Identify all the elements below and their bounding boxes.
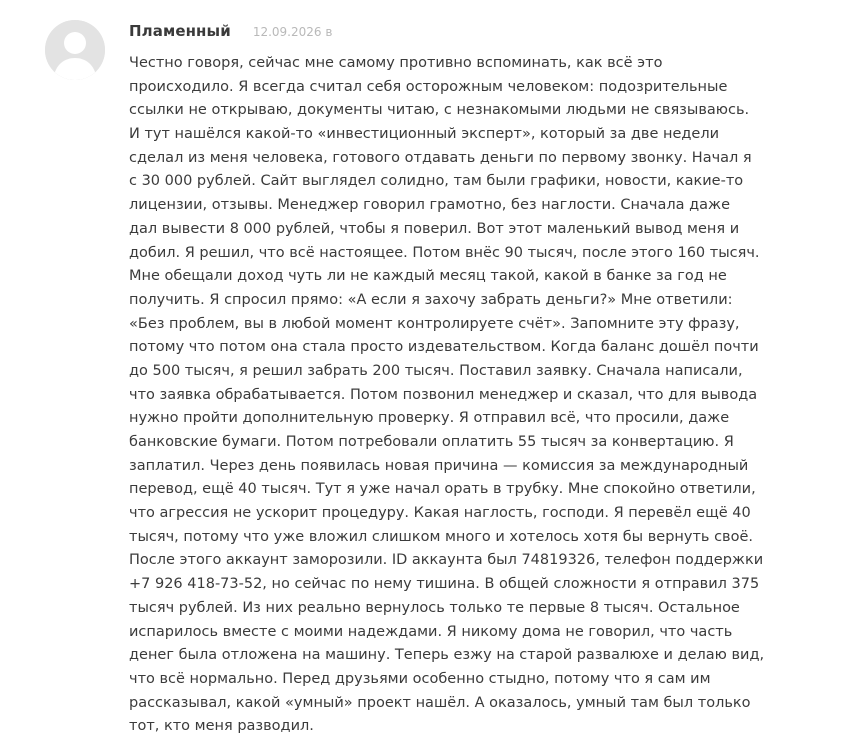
comment-text-line: добил. Я решил, что всё настоящее. Потом внёс 90 тысяч, после этого 160 тысяч. [129,244,760,261]
comment-text-line: что агрессия не ускорит процедуру. Какая наглость, господи. Я перевёл ещё 40 [129,505,751,522]
comment-text-line: что заявка обрабатывается. Потом позвонил менеджер и сказал, что для вывода [129,386,758,403]
comment-text-line: рассказывал, какой «умный» проект нашёл. А оказалось, умный там был только [129,694,751,711]
comment-date[interactable]: 12.09.2026 в [252,25,333,39]
comment-text-line: перевод, ещё 40 тысяч. Тут я уже начал орать в трубку. Мне спокойно ответили, [129,481,756,498]
comment-text-line: Честно говоря, сейчас мне самому противно вспоминать, как всё это [129,55,663,71]
comment-text-line: И тут нашёлся какой-то «инвестиционный эксперт», который за две недели [129,126,720,143]
comment-text-line: ссылки не открываю, документы читаю, с незнакомыми людьми не связываюсь. [129,102,750,119]
comment-text-line: тот, кто меня разводил. [129,718,314,735]
comment-text-line: «Без проблем, вы в любой момент контролируете счёт». Запомните эту фразу, [129,315,740,332]
comment-text-line: тысяч рублей. Из них реально вернулось только те первые 8 тысяч. Остальное [129,599,740,616]
comment-author[interactable]: Пламенный [129,22,231,40]
user-avatar-icon [45,20,105,80]
comment-text-line: потому что потом она стала просто издевательством. Когда баланс дошёл почти [129,339,759,356]
comment-text-line: нужно пройти дополнительную проверку. Я отправил всё, что просили, даже [129,410,730,427]
comment-text-line: Мне обещали доход чуть ли не каждый месяц такой, какой в банке за год не [129,268,727,285]
comment-text-line: денег была отложена на машину. Теперь езжу на старой развалюхе и делаю вид, [129,647,765,664]
comment-text-line: тысяч, потому что уже вложил слишком много и хотелось хотя бы вернуть своё. [129,528,753,545]
comment-meta [129,21,332,43]
comment-text-line: сделал из меня человека, готового отдавать деньги по первому звонку. Начал я [129,149,752,166]
comment-text-line: до 500 тысяч, я решил забрать 200 тысяч. Поставил заявку. Сначала написали, [129,362,743,379]
comment-text-line: заплатил. Через день появилась новая причина — комиссия за международный [129,457,749,474]
comment-text-line: +7 926 418-73-52, но сейчас по нему тишина. В общей сложности я отправил 375 [129,576,760,593]
comment-text-line: что всё нормально. Перед друзьями особенно стыдно, потому что я сам им [129,670,711,687]
comment-text-line: лицензии, отзывы. Менеджер говорил грамотно, без наглости. Сначала даже [129,197,730,214]
comment-text-line: После этого аккаунт заморозили. ID аккаунта был 74819326, телефон поддержки [129,552,764,569]
comment-text-line: происходило. Я всегда считал себя осторожным человеком: подозрительные [129,78,728,95]
comment-text-line: дал вывести 8 000 рублей, чтобы я поверил. Вот этот маленький вывод меня и [129,220,740,237]
comment-text-line: с 30 000 рублей. Сайт выглядел солидно, там были графики, новости, какие-то [129,173,744,190]
comment-text-line: испарилось вместе с моими надеждами. Я никому дома не говорил, что часть [129,623,733,640]
comment-text-line: получить. Я спросил прямо: «А если я захочу забрать деньги?» Мне ответили: [129,291,733,308]
comment-text [129,52,779,739]
comment-text-line: банковские бумаги. Потом потребовали оплатить 55 тысяч за конвертацию. Я [129,434,734,450]
